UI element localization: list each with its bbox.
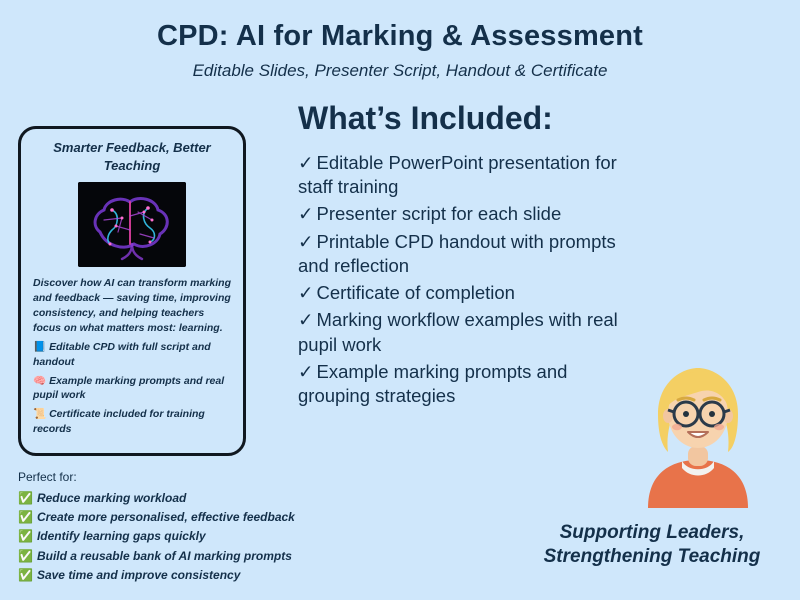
feature-bullet-2-label: Certificate included for training records xyxy=(33,408,205,436)
check-icon: ✓ xyxy=(298,203,314,225)
poster-header xyxy=(0,0,800,81)
avatar xyxy=(618,348,778,508)
check-icon: ✓ xyxy=(298,309,314,331)
list-item xyxy=(298,360,628,408)
included-item-1: Presenter script for each slide xyxy=(316,203,562,225)
perfect-for-item-4: Save time and improve consistency xyxy=(36,567,241,582)
check-icon: ✓ xyxy=(298,152,314,173)
list-item xyxy=(18,527,318,546)
check-icon: ✅ xyxy=(18,567,33,582)
feature-card-body xyxy=(33,276,231,437)
tagline: Supporting Leaders, Strengthening Teaching xyxy=(543,521,761,568)
perfect-for-item-3: Build a reusable bank of AI marking prompts xyxy=(36,548,292,563)
list-item xyxy=(298,281,628,305)
feature-card xyxy=(18,126,246,456)
list-item xyxy=(18,489,318,508)
list-item xyxy=(18,566,318,585)
check-icon: ✓ xyxy=(298,360,314,382)
included-item-0: Editable PowerPoint presentation for staff training xyxy=(298,152,617,198)
book-icon: 📘 xyxy=(33,340,47,353)
check-icon: ✅ xyxy=(18,529,33,544)
feature-bullet-1-label: Example marking prompts and real pupil work xyxy=(33,374,225,402)
perfect-for-title: Perfect for: xyxy=(18,470,77,484)
feature-bullet-0-label: Editable CPD with full script and handout xyxy=(33,340,211,368)
list-item xyxy=(298,230,628,278)
page-subtitle: Editable Slides, Presenter Script, Handout & Certificate xyxy=(192,61,608,80)
check-icon: ✅ xyxy=(18,548,33,563)
brain-illustration xyxy=(78,182,186,267)
feature-bullet-0 xyxy=(33,340,231,370)
list-item xyxy=(18,508,318,527)
perfect-for-item-2: Identify learning gaps quickly xyxy=(36,529,206,544)
feature-card-intro: Discover how AI can transform marking and feedback — saving time, improving consistency, and helping teachers focus on what matters most: learning. xyxy=(33,277,231,334)
feature-card-title: Smarter Feedback, Better Teaching xyxy=(53,140,211,173)
list-item xyxy=(18,547,318,566)
feature-bullet-2 xyxy=(33,407,231,437)
perfect-for-item-0: Reduce marking workload xyxy=(36,491,187,505)
page-title: CPD: AI for Marking & Assessment xyxy=(156,20,644,52)
check-icon: ✅ xyxy=(18,510,33,525)
perfect-for-item-1: Create more personalised, effective feedback xyxy=(36,510,295,525)
brain-icon: 🧠 xyxy=(33,374,47,387)
feature-bullet-1 xyxy=(33,374,231,404)
included-item-4: Marking workflow examples with real pupil work xyxy=(298,309,618,355)
included-item-5: Example marking prompts and grouping strategies xyxy=(298,360,568,407)
check-icon: ✓ xyxy=(298,230,314,252)
list-item xyxy=(298,151,628,199)
certificate-icon: 📜 xyxy=(33,408,47,421)
teacher-avatar-icon xyxy=(618,348,778,508)
list-item xyxy=(298,202,628,226)
check-icon: ✅ xyxy=(18,491,33,505)
perfect-for-section xyxy=(18,470,318,585)
included-item-2: Printable CPD handout with prompts and reflection xyxy=(298,230,616,276)
check-icon: ✓ xyxy=(298,282,314,304)
brain-icon xyxy=(78,182,186,267)
included-item-3: Certificate of completion xyxy=(316,282,515,304)
list-item xyxy=(298,308,628,356)
whats-included-section xyxy=(298,100,628,411)
whats-included-title: What’s Included: xyxy=(298,100,553,136)
